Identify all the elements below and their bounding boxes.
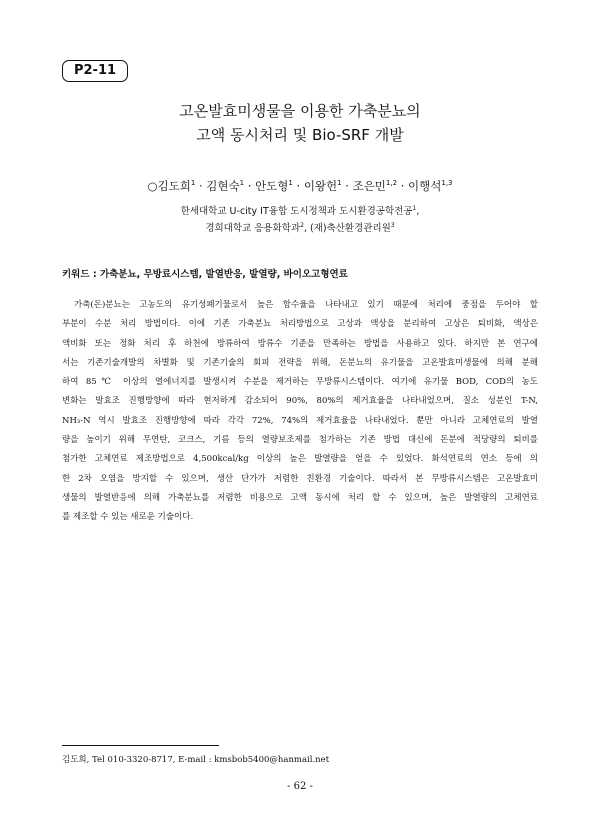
abstract-line: 첨가한 고체연료 제조방법으로 4,500kcal/kg 이상의 높은 발열량을 얻을 수 있었다. 화석연료의 연소 등에 의 bbox=[62, 454, 538, 465]
author-affiliation-sup: 1 bbox=[190, 179, 196, 188]
author-name: 안도형 bbox=[255, 179, 289, 193]
abstract-line: 액비화 또는 정화 처리 후 하천에 방류하여 방류수 기준을 만족하는 방법을 사용하고 있다. 하지만 본 연구에 bbox=[62, 338, 538, 349]
abstract-line: 한 2차 오염을 방지할 수 있으며, 생산 단가가 저렴한 친환경 기술이다. 따라서 본 무방류시스템은 고온발효미 bbox=[62, 473, 538, 484]
paper-title-line-2: 고액 동시처리 및 Bio-SRF 개발 bbox=[196, 126, 404, 144]
affiliation-hansei: 한세대학교 U-city IT융합 도시정책과 도시환경공학전공 bbox=[180, 206, 413, 217]
abstract-line: 가축(돈)분뇨는 고농도의 유기성폐기물로서 높은 함수율을 나타내고 있기 때문에 처리에 중점을 두어야 할 bbox=[74, 300, 538, 310]
author-separator: · bbox=[341, 179, 353, 193]
abstract-body bbox=[62, 296, 538, 528]
author-affiliation-sup: 1 bbox=[288, 179, 293, 188]
author-affiliation-sup: 1 bbox=[337, 179, 342, 188]
author-name: 이왕헌 bbox=[303, 179, 338, 193]
author-name: 이행석 bbox=[408, 179, 442, 193]
author-name: ○김도희 bbox=[147, 179, 191, 193]
author-separator: · bbox=[397, 179, 409, 193]
affiliation-livestock-institute: , (재)축산환경관리원 bbox=[303, 223, 391, 234]
abstract-line: NH₃-N 역시 발효조 진행방향에 따라 각각 72%, 74%의 제거효율을 나타내었다. 뿐만 아니라 고체연료의 발열 bbox=[62, 415, 538, 426]
abstract-line: 량을 높이기 위해 무연탄, 코크스, 기름 등의 열량보조제를 첨가하는 기존 방법 대신에 돈분에 적당량의 퇴비를 bbox=[62, 435, 538, 446]
affiliation-line-2 bbox=[0, 220, 600, 234]
abstract-line: 서는 기존기술개발의 차별화 및 기존기술의 회피 전략을 위해, 돈분뇨의 유기물을 고온발효미생물에 의해 분해 bbox=[62, 357, 538, 368]
keywords: 키워드 : 가축분뇨, 무방료시스템, 발열반응, 발열량, 바이오고형연료 bbox=[62, 269, 348, 280]
author-affiliation-sup: 1 bbox=[239, 179, 245, 188]
author-name: 조은민 bbox=[352, 179, 386, 193]
affiliation-sup-1: 1 bbox=[412, 204, 417, 212]
abstract-line: 부분이 수분 처리 방법이다. 이에 기존 가축분뇨 처리방법으로 고상과 액상을 분리하여 고상은 퇴비화, 액상은 bbox=[62, 319, 538, 330]
author-name: 김현숙 bbox=[206, 179, 240, 193]
author-affiliation-sup: 1,3 bbox=[441, 179, 453, 188]
footnote-divider bbox=[62, 745, 219, 746]
affiliation-sup-2: 2 bbox=[300, 221, 304, 229]
affiliation-line-1: 한세대학교 U-city IT융합 도시정책과 도시환경공학전공$^1$, bbox=[180, 204, 420, 217]
abstract-line: 하여 85℃ 이상의 열에너지를 발생시켜 수분을 제거하는 무방류시스템이다. 여기에 유기물 BOD, COD의 농도 bbox=[62, 377, 538, 388]
author-list bbox=[0, 178, 600, 194]
abstract-line: 를 제조할 수 있는 새로운 기술이다. bbox=[62, 512, 194, 523]
author-separator: · bbox=[244, 179, 256, 193]
affiliation-kyunghee: 경희대학교 응용화학과 bbox=[205, 223, 301, 234]
presentation-code-badge: P2-11 bbox=[62, 60, 128, 82]
abstract-line: 변화는 발효조 진행방향에 따라 현저하게 감소되어 90%, 80%의 제거효율을 나타내었으며, 질소 성분인 T-N, bbox=[62, 396, 538, 407]
abstract-line: 생물의 발열반응에 의해 가축분뇨를 저렴한 비용으로 고액 동시에 처리 할 수 있으며, 높은 발열량의 고체연료 bbox=[62, 492, 538, 503]
corresponding-author-footnote: 김도희, Tel 010-3320-8717, E-mail : kmsbob5400@hanmail.net bbox=[62, 755, 330, 765]
affiliation-sup-3: 3 bbox=[390, 221, 395, 229]
author-separator: · bbox=[292, 179, 304, 193]
author-affiliation-sup: 1,2 bbox=[385, 179, 398, 188]
author-separator: · bbox=[195, 179, 207, 193]
paper-title-line-1: 고온발효미생물을 이용한 가축분뇨의 bbox=[179, 102, 421, 120]
page-number: - 62 - bbox=[287, 781, 313, 792]
